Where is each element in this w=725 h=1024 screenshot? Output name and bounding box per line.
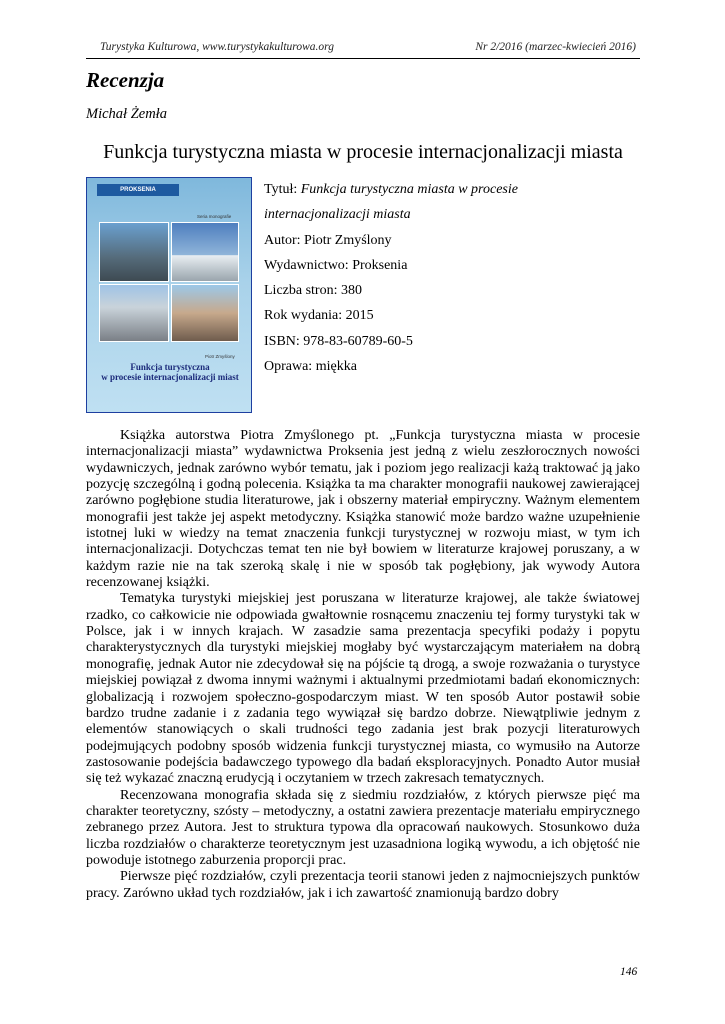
book-publisher: Wydawnictwo: Proksenia (264, 257, 408, 273)
cover-title-line: Funkcja turystyczna (130, 362, 210, 372)
cover-photo-mosque (99, 222, 169, 282)
running-header (86, 41, 640, 59)
book-isbn: ISBN: 978-83-60789-60-5 (264, 333, 413, 349)
book-author: Autor: Piotr Zmyślony (264, 232, 392, 248)
article-title: Funkcja turystyczna miasta w procesie internacjonalizacji miasta (103, 141, 623, 163)
cover-photo-opera-house (171, 222, 239, 282)
book-title-row-cont (264, 202, 518, 227)
paragraph: Pierwsze pięć rozdziałów, czyli prezentacja teorii stanowi jeden z najmocniejszych punktów pracy. Zarówno układ tych rozdziałów, jak i ich zawartość znamionują bardzo dobry (86, 869, 640, 901)
page-number: 146 (620, 966, 638, 978)
cover-title-line: w procesie internacjonalizacji miast (101, 372, 239, 382)
book-pages: Liczba stron: 380 (264, 283, 362, 299)
paragraph: Książka autorstwa Piotra Zmyślonego pt. „Funkcja turystyczna miasta w procesie internacjonalizacji miasta” wydawnictwa Proksenia jest jedną z wielu zeszłorocznych nowości wydawniczych, jednak zarówno wybór tematu, jak i poziom jego realizacji każą traktować ją jako pozycję szczególną i godną polecenia. Książka ta ma charakter monografii naukowej zawierającej zarówno pogłębione studia literaturowe, jak i obszerny materiał empiryczny. Ważnym elementem monografii jest także jej aspekt metodyczny. Książka stanowić może bardzo ważne uzupełnienie istotnej luki w wiedzy na temat znaczenia funkcji turystycznej w rozwoju miast, w tym ich internacjonalizacji. Dotychczas temat ten nie był bowiem w literaturze krajowej poruszany, a w każdym razie nie na tak szeroką skalę i nie w sposób tak pogłębiony, jak wywody Autora recenzowanej książki. (86, 428, 640, 591)
book-details (264, 177, 518, 379)
cover-series: Seria monografie (197, 214, 232, 219)
cover-photo-skyline (99, 284, 169, 342)
book-title-row (264, 177, 518, 202)
issue-number: Nr 2/2016 (marzec-kwiecień 2016) (475, 41, 636, 53)
book-binding: Oprawa: miękka (264, 359, 357, 375)
cover-author: Piotr Zmyślony (205, 354, 235, 359)
journal-name: Turystyka Kulturowa, www.turystykakulturowa.org (100, 41, 334, 53)
header-divider (86, 58, 640, 59)
cover-title (95, 362, 245, 382)
paragraph: Tematyka turystyki miejskiej jest poruszana w literaturze krajowej, ale także światowej rzadko, co całkowicie nie odpowiada gwałtownie rosnącemu znaczeniu tej formy turystyki tak w Polsce, jak i w innych krajach. W zasadzie sama prezentacja specyfiki podaży i popytu charakterystycznych dla turystyki miejskiej mogłaby być wystarczającym materiałem na dobrą monografię, jednak Autor nie zdecydował się na pójście tą drogą, a swoje rozważania o turystyce miejskiej powiązał z dwoma innymi ważnymi i aktualnymi przedmiotami badań ekonomicznych: globalizacją i rozwojem społeczno-gospodarczym miast. W ten sposób Autor postawił sobie bardzo trudne zadanie i z zadania tego wywiązał się bardzo dobrze. Niewątpliwie jednym z elementów stanowiących o skali trudności tego zadania jest brak pozycji literaturowych podejmujących podobny sposób widzenia funkcji turystycznej miasta, co wymusiło na Autorze zastosowanie podejścia badawczego typowego dla badań eksploracyjnych. Ponadto Autor musiał się też wykazać znaczną erudycją i oczytaniem w trzech zakresach tematycznych. (86, 591, 640, 787)
review-author: Michał Żemła (86, 106, 167, 122)
paragraph: Recenzowana monografia składa się z siedmiu rozdziałów, z których pierwsze pięć ma charakter teoretyczny, szósty – metodyczny, a ostatni zawiera prezentacje materiału empirycznego zebranego przez Autora. Jest to struktura typowa dla opracowań naukowych. Stosunkowo duża liczba rozdziałów o charakterze teoretycznym jest uzasadniona logiką wywodu, a ich objętość nie powoduje istotnego zaburzenia proporcji prac. (86, 787, 640, 868)
review-body (86, 428, 640, 902)
cover-publisher: PROKSENIA (97, 184, 179, 196)
book-title-label: Tytuł: (264, 182, 301, 197)
book-title-value-cont: internacjonalizacji miasta (264, 207, 411, 223)
cover-photo-town-square (171, 284, 239, 342)
book-title-value: Funkcja turystyczna miasta w procesie (300, 182, 518, 197)
section-label: Recenzja (86, 68, 165, 92)
book-cover-image (86, 177, 252, 413)
book-year: Rok wydania: 2015 (264, 308, 374, 324)
